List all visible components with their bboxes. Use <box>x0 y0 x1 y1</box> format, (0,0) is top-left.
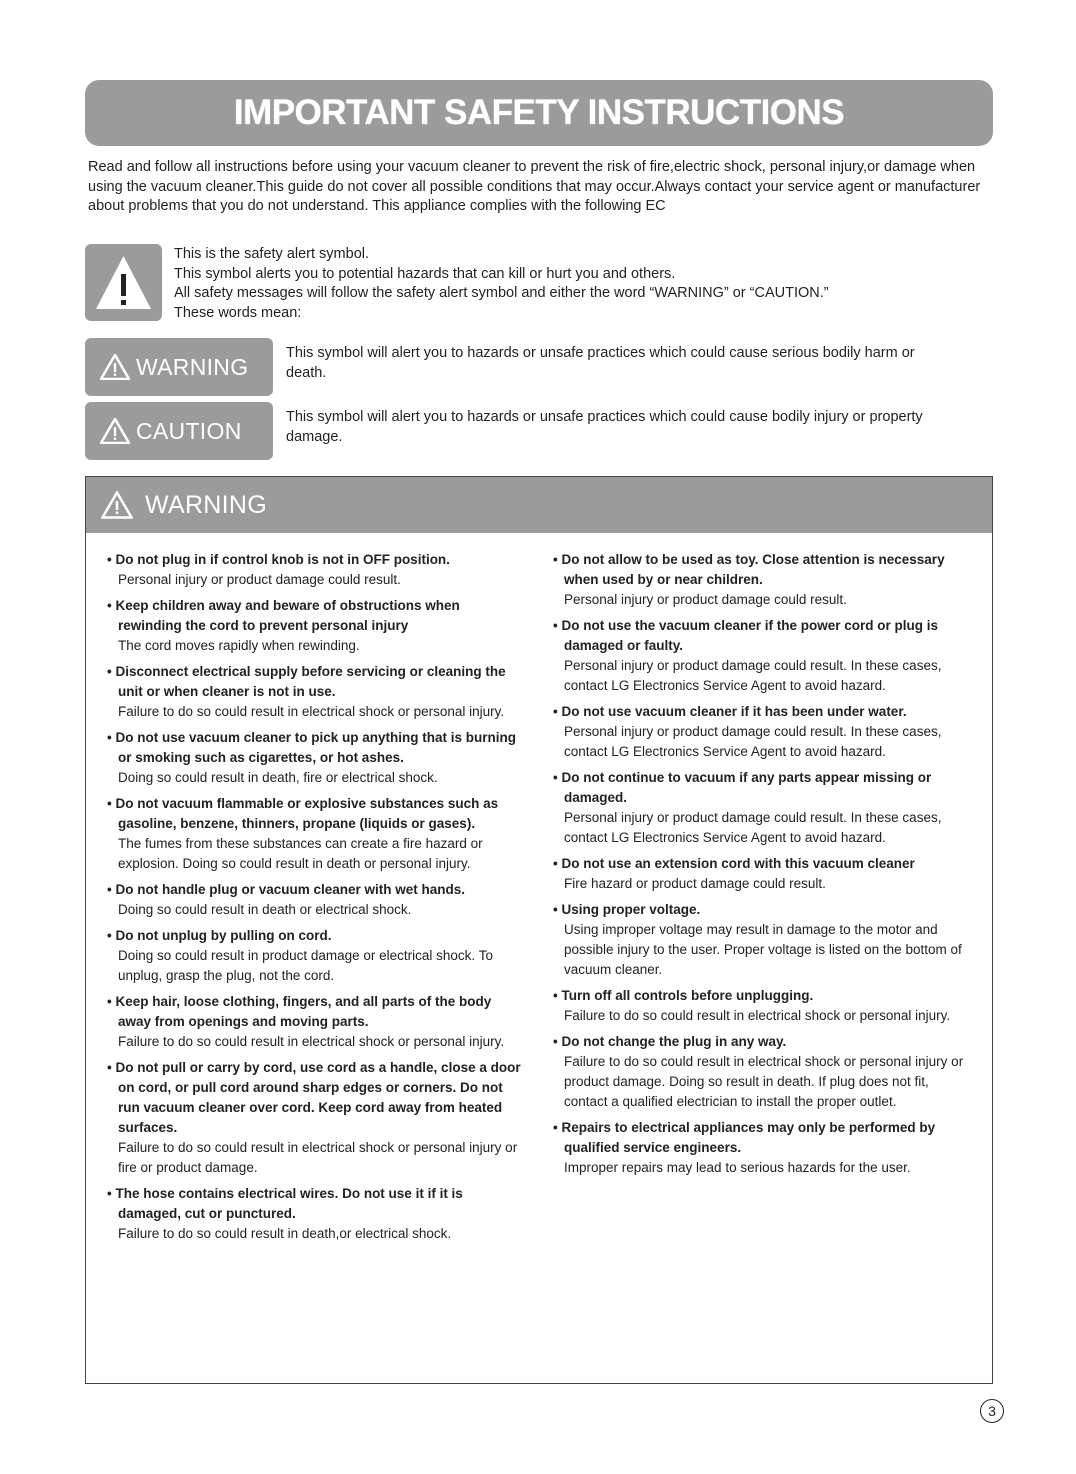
item-description: Failure to do so could result in electrical shock or personal injury. <box>564 1008 951 1023</box>
warning-list-left <box>107 550 527 1250</box>
list-item <box>553 768 973 848</box>
alert-line: These words mean: <box>174 304 302 321</box>
item-description: Personal injury or product damage could result. <box>118 572 401 587</box>
list-item <box>107 926 527 986</box>
item-title: • Do not allow to be used as toy. Close attention is necessary when used by or near children. <box>553 550 973 590</box>
alert-line: All safety messages will follow the safety alert symbol and either the word “WARNING” or “CAUTION.” <box>174 285 829 301</box>
item-description: Personal injury or product damage could result. <box>564 592 847 607</box>
item-title: • The hose contains electrical wires. Do not use it if it is damaged, cut or punctured. <box>107 1184 527 1224</box>
item-description: Personal injury or product damage could result. In these cases, contact LG Electronics Service Agent to avoid hazard. <box>564 658 942 693</box>
item-title: • Do not continue to vacuum if any parts appear missing or damaged. <box>553 768 973 808</box>
warning-badge-description: This symbol will alert you to hazards or unsafe practices which could cause serious bodily harm or death. <box>286 345 915 381</box>
list-item <box>107 1184 527 1244</box>
list-item <box>553 1032 973 1112</box>
warning-badge <box>85 338 273 396</box>
page-number: 3 <box>980 1399 1004 1423</box>
item-description: Personal injury or product damage could result. In these cases, contact LG Electronics Service Agent to avoid hazard. <box>564 724 942 759</box>
caution-badge <box>85 402 273 460</box>
intro-paragraph: Read and follow all instructions before using your vacuum cleaner to prevent the risk of fire,electric shock, personal injury,or damage when using the vacuum cleaner.This guide do not cover all possible conditions that may occur.Always contact your service agent or manufacturer about problems that you do not understand. This appliance complies with the following EC <box>88 159 981 214</box>
safety-alert-icon <box>93 252 154 313</box>
caution-triangle-icon <box>100 418 130 444</box>
warning-list-right <box>553 550 973 1184</box>
item-title: • Do not use the vacuum cleaner if the power cord or plug is damaged or faulty. <box>553 616 973 656</box>
list-item <box>107 662 527 722</box>
item-description: Failure to do so could result in electrical shock or personal injury or product damage. Doing so result in death. If plug does not fit, contact a qualified electrician to install the proper outlet. <box>564 1054 964 1109</box>
list-item <box>107 794 527 874</box>
list-item <box>107 728 527 788</box>
item-title: • Do not use vacuum cleaner to pick up anything that is burning or smoking such as cigarettes, or hot ashes. <box>107 728 527 768</box>
alert-line: This symbol alerts you to potential hazards that can kill or hurt you and others. <box>174 265 676 282</box>
item-title: • Keep children away and beware of obstructions when rewinding the cord to prevent personal injury <box>107 596 527 636</box>
item-description: Failure to do so could result in electrical shock or personal injury. <box>118 704 505 719</box>
item-title: • Do not vacuum flammable or explosive substances such as gasoline, benzene, thinners, propane (liquids or gases). <box>107 794 527 834</box>
item-description: Personal injury or product damage could result. In these cases, contact LG Electronics Service Agent to avoid hazard. <box>564 810 942 845</box>
list-item <box>553 550 973 610</box>
warning-section-header <box>86 477 992 533</box>
item-title: • Do not pull or carry by cord, use cord as a handle, close a door on cord, or pull cord around sharp edges or corners. Do not run vacuum cleaner over cord. Keep cord away from heated surfaces. <box>107 1058 527 1138</box>
item-description: Failure to do so could result in electrical shock or personal injury or fire or product damage. <box>118 1140 518 1175</box>
list-item <box>107 596 527 656</box>
item-description: Doing so could result in death or electrical shock. <box>118 902 412 917</box>
item-title: • Keep hair, loose clothing, fingers, and all parts of the body away from openings and moving parts. <box>107 992 527 1032</box>
list-item <box>107 880 527 920</box>
list-item <box>107 1058 527 1178</box>
safety-alert-description <box>174 245 974 323</box>
item-description: Doing so could result in death, fire or electrical shock. <box>118 770 438 785</box>
item-title: • Do not use an extension cord with this vacuum cleaner <box>553 854 973 874</box>
caution-badge-label: CAUTION <box>136 417 242 444</box>
warning-section <box>85 476 993 1384</box>
item-description: Failure to do so could result in death,or electrical shock. <box>118 1226 452 1241</box>
warning-triangle-icon <box>100 354 130 380</box>
item-description: Using improper voltage may result in damage to the motor and possible injury to the user. Proper voltage is listed on the bottom of vacuum cleaner. <box>564 922 962 977</box>
list-item <box>553 986 973 1026</box>
item-description: The fumes from these substances can create a fire hazard or explosion. Doing so could result in death or personal injury. <box>118 836 483 871</box>
item-title: • Do not use vacuum cleaner if it has been under water. <box>553 702 973 722</box>
item-title: • Do not plug in if control knob is not in OFF position. <box>107 550 527 570</box>
item-description: Improper repairs may lead to serious hazards for the user. <box>564 1160 911 1175</box>
list-item <box>107 992 527 1052</box>
page-title: IMPORTANT SAFETY INSTRUCTIONS <box>233 93 845 132</box>
list-item <box>107 550 527 590</box>
warning-triangle-icon <box>101 491 133 519</box>
item-title: • Using proper voltage. <box>553 900 973 920</box>
warning-badge-label: WARNING <box>136 353 249 380</box>
item-title: • Do not change the plug in any way. <box>553 1032 973 1052</box>
list-item <box>553 854 973 894</box>
item-title: • Do not unplug by pulling on cord. <box>107 926 527 946</box>
list-item <box>553 616 973 696</box>
list-item <box>553 900 973 980</box>
safety-alert-symbol-box <box>85 244 162 321</box>
item-description: Fire hazard or product damage could result. <box>564 876 826 891</box>
warning-section-title: WARNING <box>145 490 267 519</box>
list-item <box>553 702 973 762</box>
item-description: The cord moves rapidly when rewinding. <box>118 638 360 653</box>
item-description: Failure to do so could result in electrical shock or personal injury. <box>118 1034 505 1049</box>
item-title: • Turn off all controls before unplugging. <box>553 986 973 1006</box>
item-description: Doing so could result in product damage or electrical shock. To unplug, grasp the plug, not the cord. <box>118 948 493 983</box>
item-title: • Do not handle plug or vacuum cleaner with wet hands. <box>107 880 527 900</box>
item-title: • Repairs to electrical appliances may only be performed by qualified service engineers. <box>553 1118 973 1158</box>
caution-badge-description: This symbol will alert you to hazards or unsafe practices which could cause bodily injury or property damage. <box>286 409 923 445</box>
alert-line: This is the safety alert symbol. <box>174 246 370 262</box>
item-title: • Disconnect electrical supply before servicing or cleaning the unit or when cleaner is not in use. <box>107 662 527 702</box>
list-item <box>553 1118 973 1178</box>
title-banner <box>85 80 993 146</box>
